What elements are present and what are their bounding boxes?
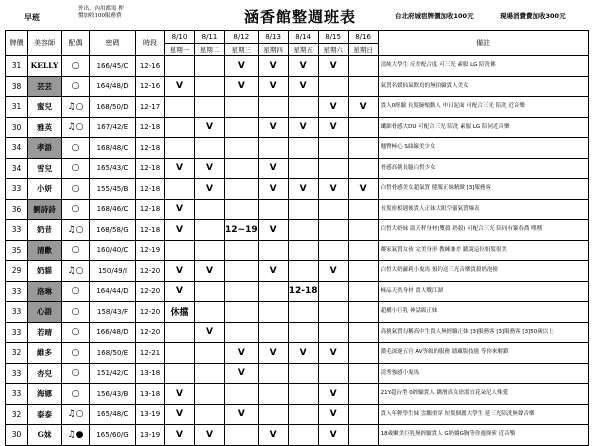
code-cell: 166/48/D xyxy=(90,322,136,343)
day-cell: V xyxy=(195,158,225,179)
code-cell: 168/48/C xyxy=(90,138,136,159)
col-note: 備註 xyxy=(378,31,588,56)
day-cell xyxy=(195,220,225,241)
table-row xyxy=(6,384,589,405)
price-cell: 34 xyxy=(6,158,28,179)
pref-cell: ○ xyxy=(62,302,90,323)
code-cell: 156/43/B xyxy=(90,384,136,405)
day-cell xyxy=(348,404,378,425)
time-cell: 12-21 xyxy=(136,343,165,364)
col-code: 密碼 xyxy=(90,31,136,56)
col-time: 時段 xyxy=(136,31,165,56)
col-weekday: 星期四 xyxy=(258,44,288,56)
day-cell: V xyxy=(288,343,318,364)
time-cell: 12-19 xyxy=(136,240,165,261)
day-cell xyxy=(195,76,225,97)
day-cell xyxy=(288,158,318,179)
pref-cell: ♫○ xyxy=(62,97,90,118)
day-cell: V xyxy=(195,322,225,343)
price-cell: 31 xyxy=(6,97,28,118)
price-cell: 33 xyxy=(6,220,28,241)
day-cell: V xyxy=(195,117,225,138)
code-cell: 160/40/C xyxy=(90,240,136,261)
day-cell xyxy=(225,261,259,282)
price-cell: 33 xyxy=(6,322,28,343)
day-cell xyxy=(258,240,288,261)
day-cell xyxy=(165,343,195,364)
table-row xyxy=(6,302,589,323)
day-cell xyxy=(165,56,195,77)
price-cell: 33 xyxy=(6,302,28,323)
day-cell xyxy=(348,138,378,159)
day-cell xyxy=(288,404,318,425)
name-cell: 杏兒 xyxy=(28,363,62,384)
name-cell: 海娜 xyxy=(28,384,62,405)
day-cell xyxy=(288,97,318,118)
price-cell: 34 xyxy=(6,138,28,159)
price-cell: 38 xyxy=(6,76,28,97)
table-row xyxy=(6,76,589,97)
price-cell: 30 xyxy=(6,117,28,138)
day-cell xyxy=(195,281,225,302)
day-cell xyxy=(225,117,259,138)
day-cell xyxy=(318,363,348,384)
day-cell: V xyxy=(258,179,288,200)
note-cell: 白皙大奶蘿莉小鬼馬 預約送三光音樂貴殺奶泡撞 xyxy=(378,261,588,282)
time-cell: 12-16 xyxy=(136,76,165,97)
time-cell: 12-18 xyxy=(136,138,165,159)
price-cell: 32 xyxy=(6,343,28,364)
pref-cell: ○ xyxy=(62,179,90,200)
col-weekday: 星期日 xyxy=(348,44,378,56)
day-cell xyxy=(288,302,318,323)
time-cell: 12-18 xyxy=(136,117,165,138)
day-cell xyxy=(258,199,288,220)
day-cell xyxy=(288,363,318,384)
price-cell: 33 xyxy=(6,281,28,302)
col-date: 8/14 xyxy=(288,31,318,44)
day-cell: V xyxy=(318,384,348,405)
code-cell: 168/50/E xyxy=(90,343,136,364)
col-weekday: 星期五 xyxy=(288,44,318,56)
day-cell: V xyxy=(318,56,348,77)
note-cell: 極品天然身材 貴人戰江湖 xyxy=(378,281,588,302)
note-cell: 貴人年輕學生妹 雲鵬重穿 短髮個麗大學生 延三光陪洗無聲音樂 xyxy=(378,404,588,425)
price-cell: 32 xyxy=(6,404,28,425)
day-cell xyxy=(318,281,348,302)
day-cell: V xyxy=(288,179,318,200)
pref-cell: ♫○ xyxy=(62,261,90,282)
time-cell: 12-18 xyxy=(136,220,165,241)
name-cell: G妹 xyxy=(28,425,62,446)
name-cell: 小妍 xyxy=(28,179,62,200)
time-cell: 12-16 xyxy=(136,56,165,77)
col-date: 8/12 xyxy=(225,31,259,44)
day-cell xyxy=(288,199,318,220)
note-cell: 清純大學生 反差配合度 可三光 素服 LG 陪洗佛 xyxy=(378,56,588,77)
day-cell: V xyxy=(258,56,288,77)
day-cell: V xyxy=(225,56,259,77)
day-cell: V xyxy=(318,117,348,138)
notice-2: 現場消費費加收300元 xyxy=(500,12,566,20)
table-row xyxy=(6,138,589,159)
day-cell xyxy=(318,322,348,343)
code-cell: 165/48/C xyxy=(90,404,136,425)
day-cell xyxy=(348,117,378,138)
pref-cell: ○ xyxy=(62,138,90,159)
name-cell: 雅英 xyxy=(28,117,62,138)
schedule-table xyxy=(5,30,589,446)
pref-cell: ○ xyxy=(62,240,90,261)
table-row xyxy=(6,97,589,118)
day-cell xyxy=(258,97,288,118)
day-cell xyxy=(348,240,378,261)
day-cell: V xyxy=(348,97,378,118)
code-cell: 158/43/F xyxy=(90,302,136,323)
code-cell: 167/42/E xyxy=(90,117,136,138)
day-cell xyxy=(195,404,225,425)
day-cell: V xyxy=(258,261,288,282)
day-cell xyxy=(165,97,195,118)
price-cell: 33 xyxy=(6,179,28,200)
day-cell: V xyxy=(165,158,195,179)
day-cell: V xyxy=(258,117,288,138)
note-cell: 白皙骨感美女超氣質 健服正妹精緻 [3]服務客 xyxy=(378,179,588,200)
day-cell xyxy=(225,199,259,220)
time-cell: 12-20 xyxy=(136,261,165,282)
price-cell: 31 xyxy=(6,56,28,77)
day-cell: 休擋 xyxy=(165,302,195,323)
day-cell xyxy=(258,404,288,425)
code-cell: 150/49/I xyxy=(90,261,136,282)
table-row xyxy=(6,199,589,220)
day-cell xyxy=(348,281,378,302)
name-cell: 芸芸 xyxy=(28,76,62,97)
day-cell xyxy=(195,384,225,405)
time-cell: 13-19 xyxy=(136,425,165,446)
note-cell: 翹臀極心 S曲線美少女 xyxy=(378,138,588,159)
col-no: 牌價 xyxy=(6,31,28,56)
pref-cell: ○ xyxy=(62,56,90,77)
price-cell: 33 xyxy=(6,384,28,405)
code-cell: 168/46/C xyxy=(90,199,136,220)
day-cell xyxy=(348,199,378,220)
code-cell: 166/45/C xyxy=(90,56,136,77)
day-cell xyxy=(225,158,259,179)
day-cell xyxy=(258,138,288,159)
day-cell xyxy=(288,138,318,159)
day-cell xyxy=(318,240,348,261)
header-note-1: 外出、內用都需 押 xyxy=(78,6,124,12)
code-cell: 164/48/D xyxy=(90,76,136,97)
shift-label: 早班 xyxy=(24,13,40,22)
time-cell: 12-20 xyxy=(136,302,165,323)
note-cell: 超構小巨乳 神話級正妹 xyxy=(378,302,588,323)
day-cell: V xyxy=(348,179,378,200)
day-cell: V xyxy=(225,404,259,425)
time-cell: 13-18 xyxy=(136,384,165,405)
day-cell xyxy=(165,240,195,261)
table-row xyxy=(6,281,589,302)
col-date: 8/11 xyxy=(195,31,225,44)
day-cell: V xyxy=(258,220,288,241)
day-cell: V xyxy=(318,425,348,446)
note-cell: 鄰家氣質女孩 完美身形 教練兼差 聽說這位姐髮很美 xyxy=(378,240,588,261)
table-row xyxy=(6,56,589,77)
note-cell: 長髮密相遇後貴人正妹大眼空靈氣質爆表 xyxy=(378,199,588,220)
day-cell xyxy=(318,199,348,220)
day-cell xyxy=(258,322,288,343)
table-row xyxy=(6,363,589,384)
day-cell: V xyxy=(288,56,318,77)
day-cell xyxy=(225,97,259,118)
table-row xyxy=(6,322,589,343)
header-note-2: 價加收100服務費 xyxy=(78,13,122,19)
day-cell xyxy=(348,425,378,446)
day-cell xyxy=(195,240,225,261)
day-cell xyxy=(165,322,195,343)
note-cell: 氣質名媛仙氣飲鳥的無拍驗貴人美女 xyxy=(378,76,588,97)
time-cell: 13-18 xyxy=(136,363,165,384)
day-cell xyxy=(165,138,195,159)
table-row xyxy=(6,117,589,138)
day-cell xyxy=(348,343,378,364)
pref-cell: ♫○ xyxy=(62,404,90,425)
day-cell xyxy=(348,302,378,323)
day-cell xyxy=(165,179,195,200)
day-cell xyxy=(348,322,378,343)
header xyxy=(0,0,600,32)
day-cell xyxy=(225,281,259,302)
table-row xyxy=(6,425,589,446)
day-cell xyxy=(225,240,259,261)
day-cell: V xyxy=(225,363,259,384)
notice-1: 台北府城宿牌價加收100元 xyxy=(395,12,474,20)
name-cell: 蜜兒 xyxy=(28,97,62,118)
day-cell: V xyxy=(195,261,225,282)
day-cell xyxy=(348,56,378,77)
code-cell: 155/45/B xyxy=(90,179,136,200)
pref-cell: ♫● xyxy=(62,425,90,446)
day-cell xyxy=(195,199,225,220)
day-cell xyxy=(195,97,225,118)
day-cell xyxy=(288,220,318,241)
day-cell xyxy=(258,363,288,384)
day-cell: V xyxy=(318,261,348,282)
day-cell: V xyxy=(165,76,195,97)
day-cell: V xyxy=(318,179,348,200)
name-cell: 孝語 xyxy=(28,138,62,159)
day-cell: V xyxy=(225,76,259,97)
day-cell xyxy=(348,220,378,241)
day-cell: V xyxy=(288,76,318,97)
day-cell xyxy=(225,179,259,200)
note-cell: 高挑氣質勾稱高中生貴人無經驗正妹 [3]服務客 [3]服務客 [3]50歲以上 xyxy=(378,322,588,343)
time-cell: 12-20 xyxy=(136,322,165,343)
note-cell: 18歲嫩美巨乳無經驗貴人 G奶嬌G胸等你週探索 近音樂 xyxy=(378,425,588,446)
day-cell xyxy=(225,138,259,159)
day-cell xyxy=(288,322,318,343)
col-date: 8/15 xyxy=(318,31,348,44)
name-cell: KELLY xyxy=(28,56,62,77)
day-cell: V xyxy=(165,425,195,446)
table-row xyxy=(6,261,589,282)
table-row xyxy=(6,220,589,241)
price-cell: 35 xyxy=(6,240,28,261)
pref-cell: ○ xyxy=(62,343,90,364)
name-cell: 劉詩詩 xyxy=(28,199,62,220)
name-cell: 心語 xyxy=(28,302,62,323)
col-pref: 配偶 xyxy=(62,31,90,56)
col-weekday: 星期一 xyxy=(165,44,195,56)
pref-cell: ○ xyxy=(62,158,90,179)
day-cell xyxy=(348,363,378,384)
note-cell: 21Y超台型 0經驗貴人 鐫潛真女徐溫宜花朵尼人殊愛 xyxy=(378,384,588,405)
code-cell: 151/42/C xyxy=(90,363,136,384)
table-row xyxy=(6,240,589,261)
time-cell: 12-17 xyxy=(136,97,165,118)
note-cell: 白皙大奶妹 溫天秤身材(雙殺 奶殺) 可配合三光 陪同有緊春喬 嘿嘿 xyxy=(378,220,588,241)
day-cell: V xyxy=(165,220,195,241)
col-date: 8/13 xyxy=(258,31,288,44)
pref-cell: ♫○ xyxy=(62,220,90,241)
day-cell: V xyxy=(318,97,348,118)
day-cell xyxy=(288,425,318,446)
day-cell xyxy=(165,117,195,138)
day-cell xyxy=(165,363,195,384)
day-cell xyxy=(195,56,225,77)
pref-cell: ○ xyxy=(62,322,90,343)
name-cell: 洛琳 xyxy=(28,281,62,302)
col-date: 8/16 xyxy=(348,31,378,44)
day-cell xyxy=(225,302,259,323)
time-cell: 13-19 xyxy=(136,404,165,425)
day-cell: V xyxy=(318,343,348,364)
day-cell: V xyxy=(165,199,195,220)
price-cell: 33 xyxy=(6,363,28,384)
day-cell: V xyxy=(258,76,288,97)
name-cell: 維多 xyxy=(28,343,62,364)
day-cell xyxy=(348,261,378,282)
day-cell xyxy=(318,158,348,179)
col-weekday: 星期二 xyxy=(195,44,225,56)
day-cell: V xyxy=(258,158,288,179)
day-cell xyxy=(225,322,259,343)
day-cell xyxy=(195,302,225,323)
note-cell: 清秀強感小鬼馬 xyxy=(378,363,588,384)
code-cell: 165/60/G xyxy=(90,425,136,446)
price-cell: 29 xyxy=(6,261,28,282)
day-cell xyxy=(225,425,259,446)
note-cell: 濃毛深邃五官 AV等級的服務 隱藏版技能 等你來解鎖 xyxy=(378,343,588,364)
day-cell: V xyxy=(165,404,195,425)
day-cell xyxy=(288,240,318,261)
note-cell: 骨感高挑長腿白皙少女 xyxy=(378,158,588,179)
name-cell: 雪兒 xyxy=(28,158,62,179)
table-row xyxy=(6,158,589,179)
pref-cell: ○ xyxy=(62,363,90,384)
day-cell xyxy=(195,343,225,364)
time-cell: 12-20 xyxy=(136,281,165,302)
day-cell xyxy=(318,302,348,323)
day-cell xyxy=(348,76,378,97)
pref-cell: ○ xyxy=(62,281,90,302)
day-cell xyxy=(318,220,348,241)
day-cell: V xyxy=(165,384,195,405)
table-row xyxy=(6,179,589,200)
day-cell: 12~19 xyxy=(225,220,259,241)
table-row xyxy=(6,343,589,364)
col-name: 美容師 xyxy=(28,31,62,56)
day-cell: V xyxy=(288,117,318,138)
day-cell: V xyxy=(195,425,225,446)
name-cell: 奶貓 xyxy=(28,261,62,282)
day-cell xyxy=(195,363,225,384)
day-cell: V xyxy=(165,281,195,302)
pref-cell: ♫○ xyxy=(62,117,90,138)
day-cell xyxy=(258,281,288,302)
day-cell xyxy=(318,138,348,159)
code-cell: 168/58/G xyxy=(90,220,136,241)
day-cell xyxy=(348,384,378,405)
note-cell: 纖細骨感大DU 可配合三光 陪洗 素服 LG 陪同近音樂 xyxy=(378,117,588,138)
day-cell xyxy=(195,138,225,159)
price-cell: 30 xyxy=(6,425,28,446)
name-cell: 泰泰 xyxy=(28,404,62,425)
pref-cell: ○ xyxy=(62,199,90,220)
day-cell xyxy=(258,384,288,405)
day-cell xyxy=(288,384,318,405)
time-cell: 12-18 xyxy=(136,179,165,200)
name-cell: 奶昔 xyxy=(28,220,62,241)
col-weekday: 星期六 xyxy=(318,44,348,56)
code-cell: 168/50/D xyxy=(90,97,136,118)
day-cell xyxy=(225,384,259,405)
name-cell: 清歡 xyxy=(28,240,62,261)
name-cell: 若晴 xyxy=(28,322,62,343)
day-cell: V xyxy=(225,343,259,364)
day-cell: V xyxy=(165,261,195,282)
price-cell: 36 xyxy=(6,199,28,220)
code-cell: 164/44/D xyxy=(90,281,136,302)
page-title: 涵香館整週班表 xyxy=(243,8,356,26)
table-row xyxy=(6,404,589,425)
col-weekday: 星期三 xyxy=(225,44,259,56)
day-cell xyxy=(348,158,378,179)
time-cell: 12-18 xyxy=(136,199,165,220)
pref-cell: ○ xyxy=(62,76,90,97)
pref-cell: ○ xyxy=(62,384,90,405)
code-cell: 165/43/C xyxy=(90,158,136,179)
day-cell: V xyxy=(195,179,225,200)
day-cell xyxy=(318,76,348,97)
note-cell: 貴人0經驗 長髮臉頰動人 申日泥面 可配合三光 陪洗 近音樂 xyxy=(378,97,588,118)
time-cell: 12-18 xyxy=(136,158,165,179)
day-cell xyxy=(258,302,288,323)
day-cell: V xyxy=(258,343,288,364)
col-date: 8/10 xyxy=(165,31,195,44)
day-cell: 12-18 xyxy=(288,281,318,302)
day-cell: V xyxy=(318,404,348,425)
day-cell: V xyxy=(258,425,288,446)
day-cell xyxy=(288,261,318,282)
